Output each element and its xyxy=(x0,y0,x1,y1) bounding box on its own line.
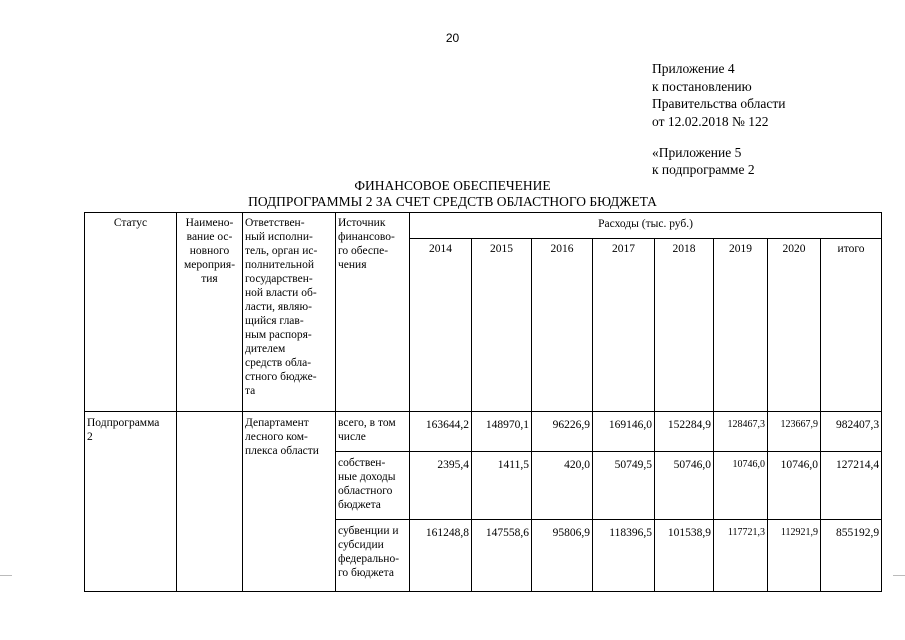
cell-event-name xyxy=(177,412,243,592)
header-year: 2014 xyxy=(410,239,472,412)
header-year: 2020 xyxy=(768,239,821,412)
cell-value: 169146,0 xyxy=(593,412,655,452)
cell-source: всего, в том числе xyxy=(336,412,410,452)
cell-value: 112921,9 xyxy=(768,520,821,592)
cell-total: 127214,4 xyxy=(821,452,882,520)
header-year: 2017 xyxy=(593,239,655,412)
header-row xyxy=(85,213,882,239)
appendix-subprogram-line: «Приложение 5 xyxy=(652,145,742,160)
cell-value: 163644,2 xyxy=(410,412,472,452)
appendix-subprogram-block xyxy=(652,144,755,178)
cell-value: 10746,0 xyxy=(714,452,768,520)
page-number: 20 xyxy=(445,31,460,45)
cell-source: собствен- ные доходы областного бюджета xyxy=(336,452,410,520)
header-source: Источник финансово- го обеспе- чения xyxy=(336,213,410,412)
cell-value: 147558,6 xyxy=(472,520,532,592)
scan-edge-mark xyxy=(893,575,905,576)
appendix-line: к постановлению xyxy=(652,78,752,94)
header-status: Статус xyxy=(85,213,177,412)
scan-edge-mark xyxy=(0,575,12,576)
header-year: 2019 xyxy=(714,239,768,412)
cell-value: 10746,0 xyxy=(768,452,821,520)
header-total: итого xyxy=(821,239,882,412)
cell-value: 1411,5 xyxy=(472,452,532,520)
document-title xyxy=(0,178,905,209)
cell-value: 420,0 xyxy=(532,452,593,520)
title-line-2: ПОДПРОГРАММЫ 2 ЗА СЧЕТ СРЕДСТВ ОБЛАСТНОГО БЮДЖЕТА xyxy=(248,193,657,209)
appendix-line: от 12.02.2018 № 122 xyxy=(652,113,769,129)
cell-value: 50749,5 xyxy=(593,452,655,520)
cell-total: 982407,3 xyxy=(821,412,882,452)
title-line-1: ФИНАНСОВОЕ ОБЕСПЕЧЕНИЕ xyxy=(354,178,551,193)
cell-value: 128467,3 xyxy=(714,412,768,452)
cell-total: 855192,9 xyxy=(821,520,882,592)
header-year: 2016 xyxy=(532,239,593,412)
appendix-block xyxy=(652,60,785,130)
cell-value: 118396,5 xyxy=(593,520,655,592)
cell-executor: Департамент лесного ком- плекса области xyxy=(243,412,336,592)
header-event-name: Наимено- вание ос- новного мероприя- тия xyxy=(177,213,243,412)
cell-value: 95806,9 xyxy=(532,520,593,592)
table-row-total xyxy=(85,412,882,452)
header-year: 2015 xyxy=(472,239,532,412)
header-year: 2018 xyxy=(655,239,714,412)
cell-value: 96226,9 xyxy=(532,412,593,452)
appendix-line: Приложение 4 xyxy=(652,61,735,76)
appendix-subprogram-line: к подпрограмме 2 xyxy=(652,162,755,177)
cell-source: субвенции и субсидии федерально- го бюджета xyxy=(336,520,410,592)
cell-status: Подпрограмма 2 xyxy=(85,412,177,592)
cell-value: 2395,4 xyxy=(410,452,472,520)
cell-value: 117721,3 xyxy=(714,520,768,592)
cell-value: 123667,9 xyxy=(768,412,821,452)
cell-value: 50746,0 xyxy=(655,452,714,520)
header-executor: Ответствен- ный исполни- тель, орган ис- полнительной государствен- ной власти об- ласти, являю- щийся глав- ным распоря- дителем средств обла- стного бюдже- та xyxy=(243,213,336,412)
financing-table xyxy=(84,212,882,592)
appendix-line: Правительства области xyxy=(652,96,786,111)
cell-value: 148970,1 xyxy=(472,412,532,452)
cell-value: 161248,8 xyxy=(410,520,472,592)
header-expenses: Расходы (тыс. руб.) xyxy=(410,213,882,239)
cell-value: 101538,9 xyxy=(655,520,714,592)
cell-value: 152284,9 xyxy=(655,412,714,452)
